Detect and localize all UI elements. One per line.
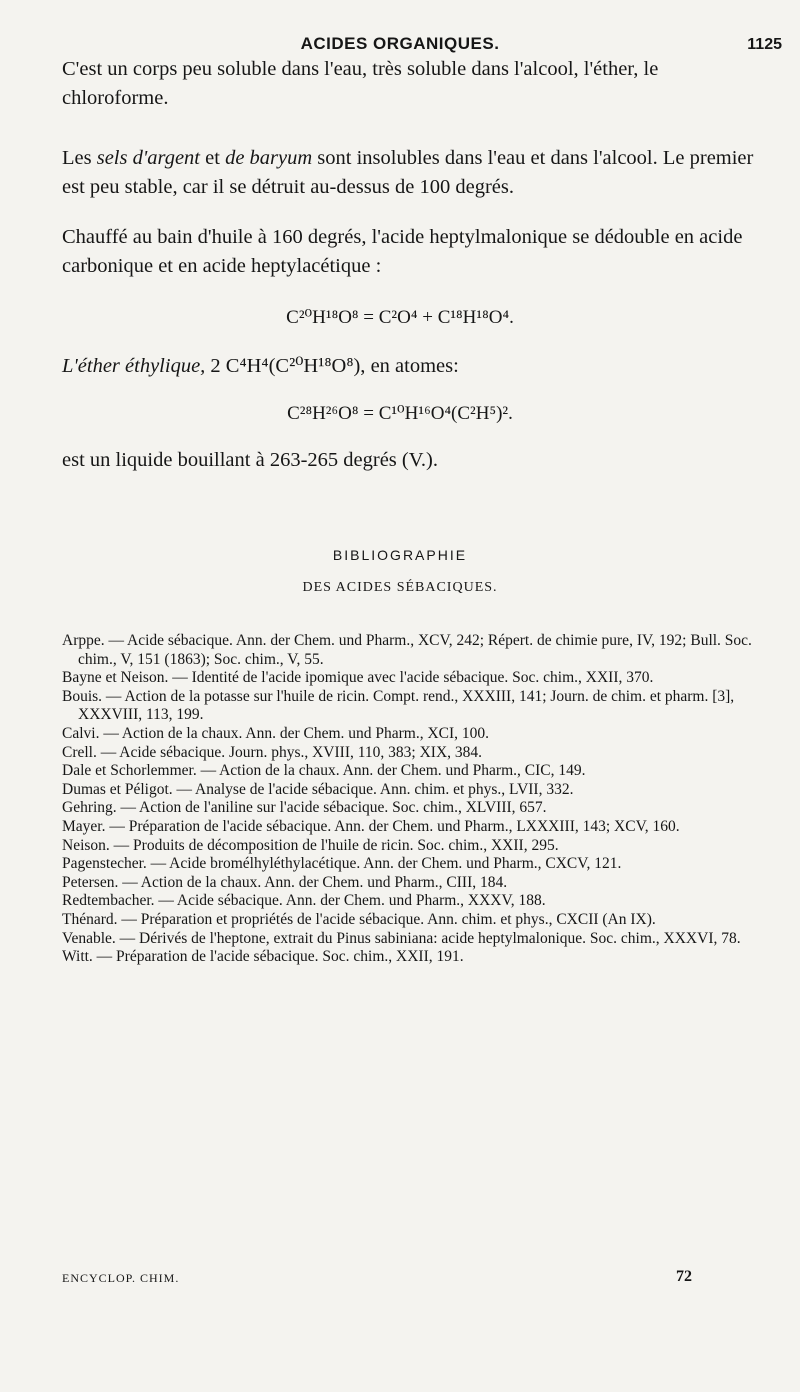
- formula-decomposition: C²⁰H¹⁸O⁸ = C²O⁴ + C¹⁸H¹⁸O⁴.: [286, 307, 514, 328]
- bibliography-heading: BIBLIOGRAPHIE: [332, 547, 468, 563]
- paragraph-salts-silver: sels d'argent: [96, 147, 201, 169]
- formula-ether: C²⁸H²⁶O⁸ = C¹⁰H¹⁶O⁴(C²H⁵)².: [287, 403, 513, 424]
- paragraph-ether-label: L'éther éthylique,: [62, 355, 206, 377]
- bibliography-list: [62, 632, 768, 967]
- paragraph-solubility: C'est un corps peu soluble dans l'eau, très soluble dans l'alcool, l'éther, le chloroforme.: [62, 58, 659, 109]
- footer-signature: ENCYCLOP. CHIM.: [62, 1271, 180, 1285]
- formula-ether-inline: 2 C⁴H⁴(C²⁰H¹⁸O⁸),: [210, 355, 366, 377]
- footer-sheet-number: 72: [676, 1268, 692, 1285]
- running-title: ACIDES ORGANIQUES.: [300, 34, 500, 53]
- bibliography-entry: Dumas et Péligot. — Analyse de l'acide sébacique. Ann. chim. et phys., LVII, 332.: [62, 780, 574, 798]
- paragraph-salts: [62, 144, 766, 202]
- bibliography-entry: Bayne et Neison. — Identité de l'acide ipomique avec l'acide sébacique. Soc. chim., XXII, 370.: [62, 669, 654, 687]
- bibliography-entry: Thénard. — Préparation et propriétés de l'acide sébacique. Ann. chim. et phys., CXCII (An IX).: [62, 910, 656, 928]
- paragraph-ether: [62, 352, 766, 381]
- bibliography-entry: Petersen. — Action de la chaux. Ann. der Chem. und Pharm., CIII, 184.: [62, 873, 508, 891]
- bibliography-entry: Calvi. — Action de la chaux. Ann. der Chem. und Pharm., XCI, 100.: [62, 724, 490, 742]
- bibliography-entry: Arppe. — Acide sébacique. Ann. der Chem. und Pharm., XCV, 242; Répert. de chimie pure, IV, 192; Bull. Soc. chim., V, 151 (1863); Soc. chim., V, 55.: [62, 632, 752, 668]
- bibliography-subheading: DES ACIDES SÉBACIQUES.: [302, 580, 498, 595]
- paragraph-ether-rest: en atomes:: [365, 355, 459, 377]
- paragraph-heating: Chauffé au bain d'huile à 160 degrés, l'acide heptylmalonique se dédouble en acide carbonique et en acide heptylacétique :: [62, 226, 743, 277]
- bibliography-entry: Pagenstecher. — Acide bromélhyléthylacétique. Ann. der Chem. und Pharm., CXCV, 121.: [62, 855, 622, 873]
- paragraph-salts-barium: de baryum: [225, 147, 313, 169]
- bibliography-entry: Redtembacher. — Acide sébacique. Ann. der Chem. und Pharm., XXXV, 188.: [62, 892, 546, 910]
- bibliography-entry: Mayer. — Préparation de l'acide sébacique. Ann. der Chem. und Pharm., LXXXIII, 143; XCV, 160.: [62, 817, 680, 835]
- bibliography-entry: Neison. — Produits de décomposition de l'huile de ricin. Soc. chim., XXII, 295.: [62, 836, 559, 854]
- paragraph-salts-mid: et: [200, 147, 226, 169]
- bibliography-entry: Dale et Schorlemmer. — Action de la chaux. Ann. der Chem. und Pharm., CIC, 149.: [62, 762, 586, 780]
- bibliography-entry: Bouis. — Action de la potasse sur l'huile de ricin. Compt. rend., XXXIII, 141; Journ. de chim. et pharm. [3], XXXVIII, 113, 199.: [62, 687, 735, 724]
- page-number: 1125: [747, 36, 782, 53]
- bibliography-entry: Crell. — Acide sébacique. Journ. phys., XVIII, 110, 383; XIX, 384.: [62, 743, 483, 761]
- bibliography-entry: Venable. — Dérivés de l'heptone, extrait du Pinus sabiniana: acide heptylmalonique. Soc. chim., XXXVI, 78.: [62, 929, 741, 947]
- bibliography-entry: Gehring. — Action de l'aniline sur l'acide sébacique. Soc. chim., XLVIII, 657.: [62, 799, 547, 817]
- paragraph-boiling: est un liquide bouillant à 263-265 degrés (V.).: [62, 449, 438, 471]
- paragraph-salts-lead: Les: [62, 147, 97, 169]
- paragraph-salts-rest: sont insolubles dans l'eau et dans l'alcool. Le premier est peu stable, car il se détruit au-dessus de 100 degrés.: [62, 147, 754, 198]
- bibliography-entry: Witt. — Préparation de l'acide sébacique. Soc. chim., XXII, 191.: [62, 948, 464, 966]
